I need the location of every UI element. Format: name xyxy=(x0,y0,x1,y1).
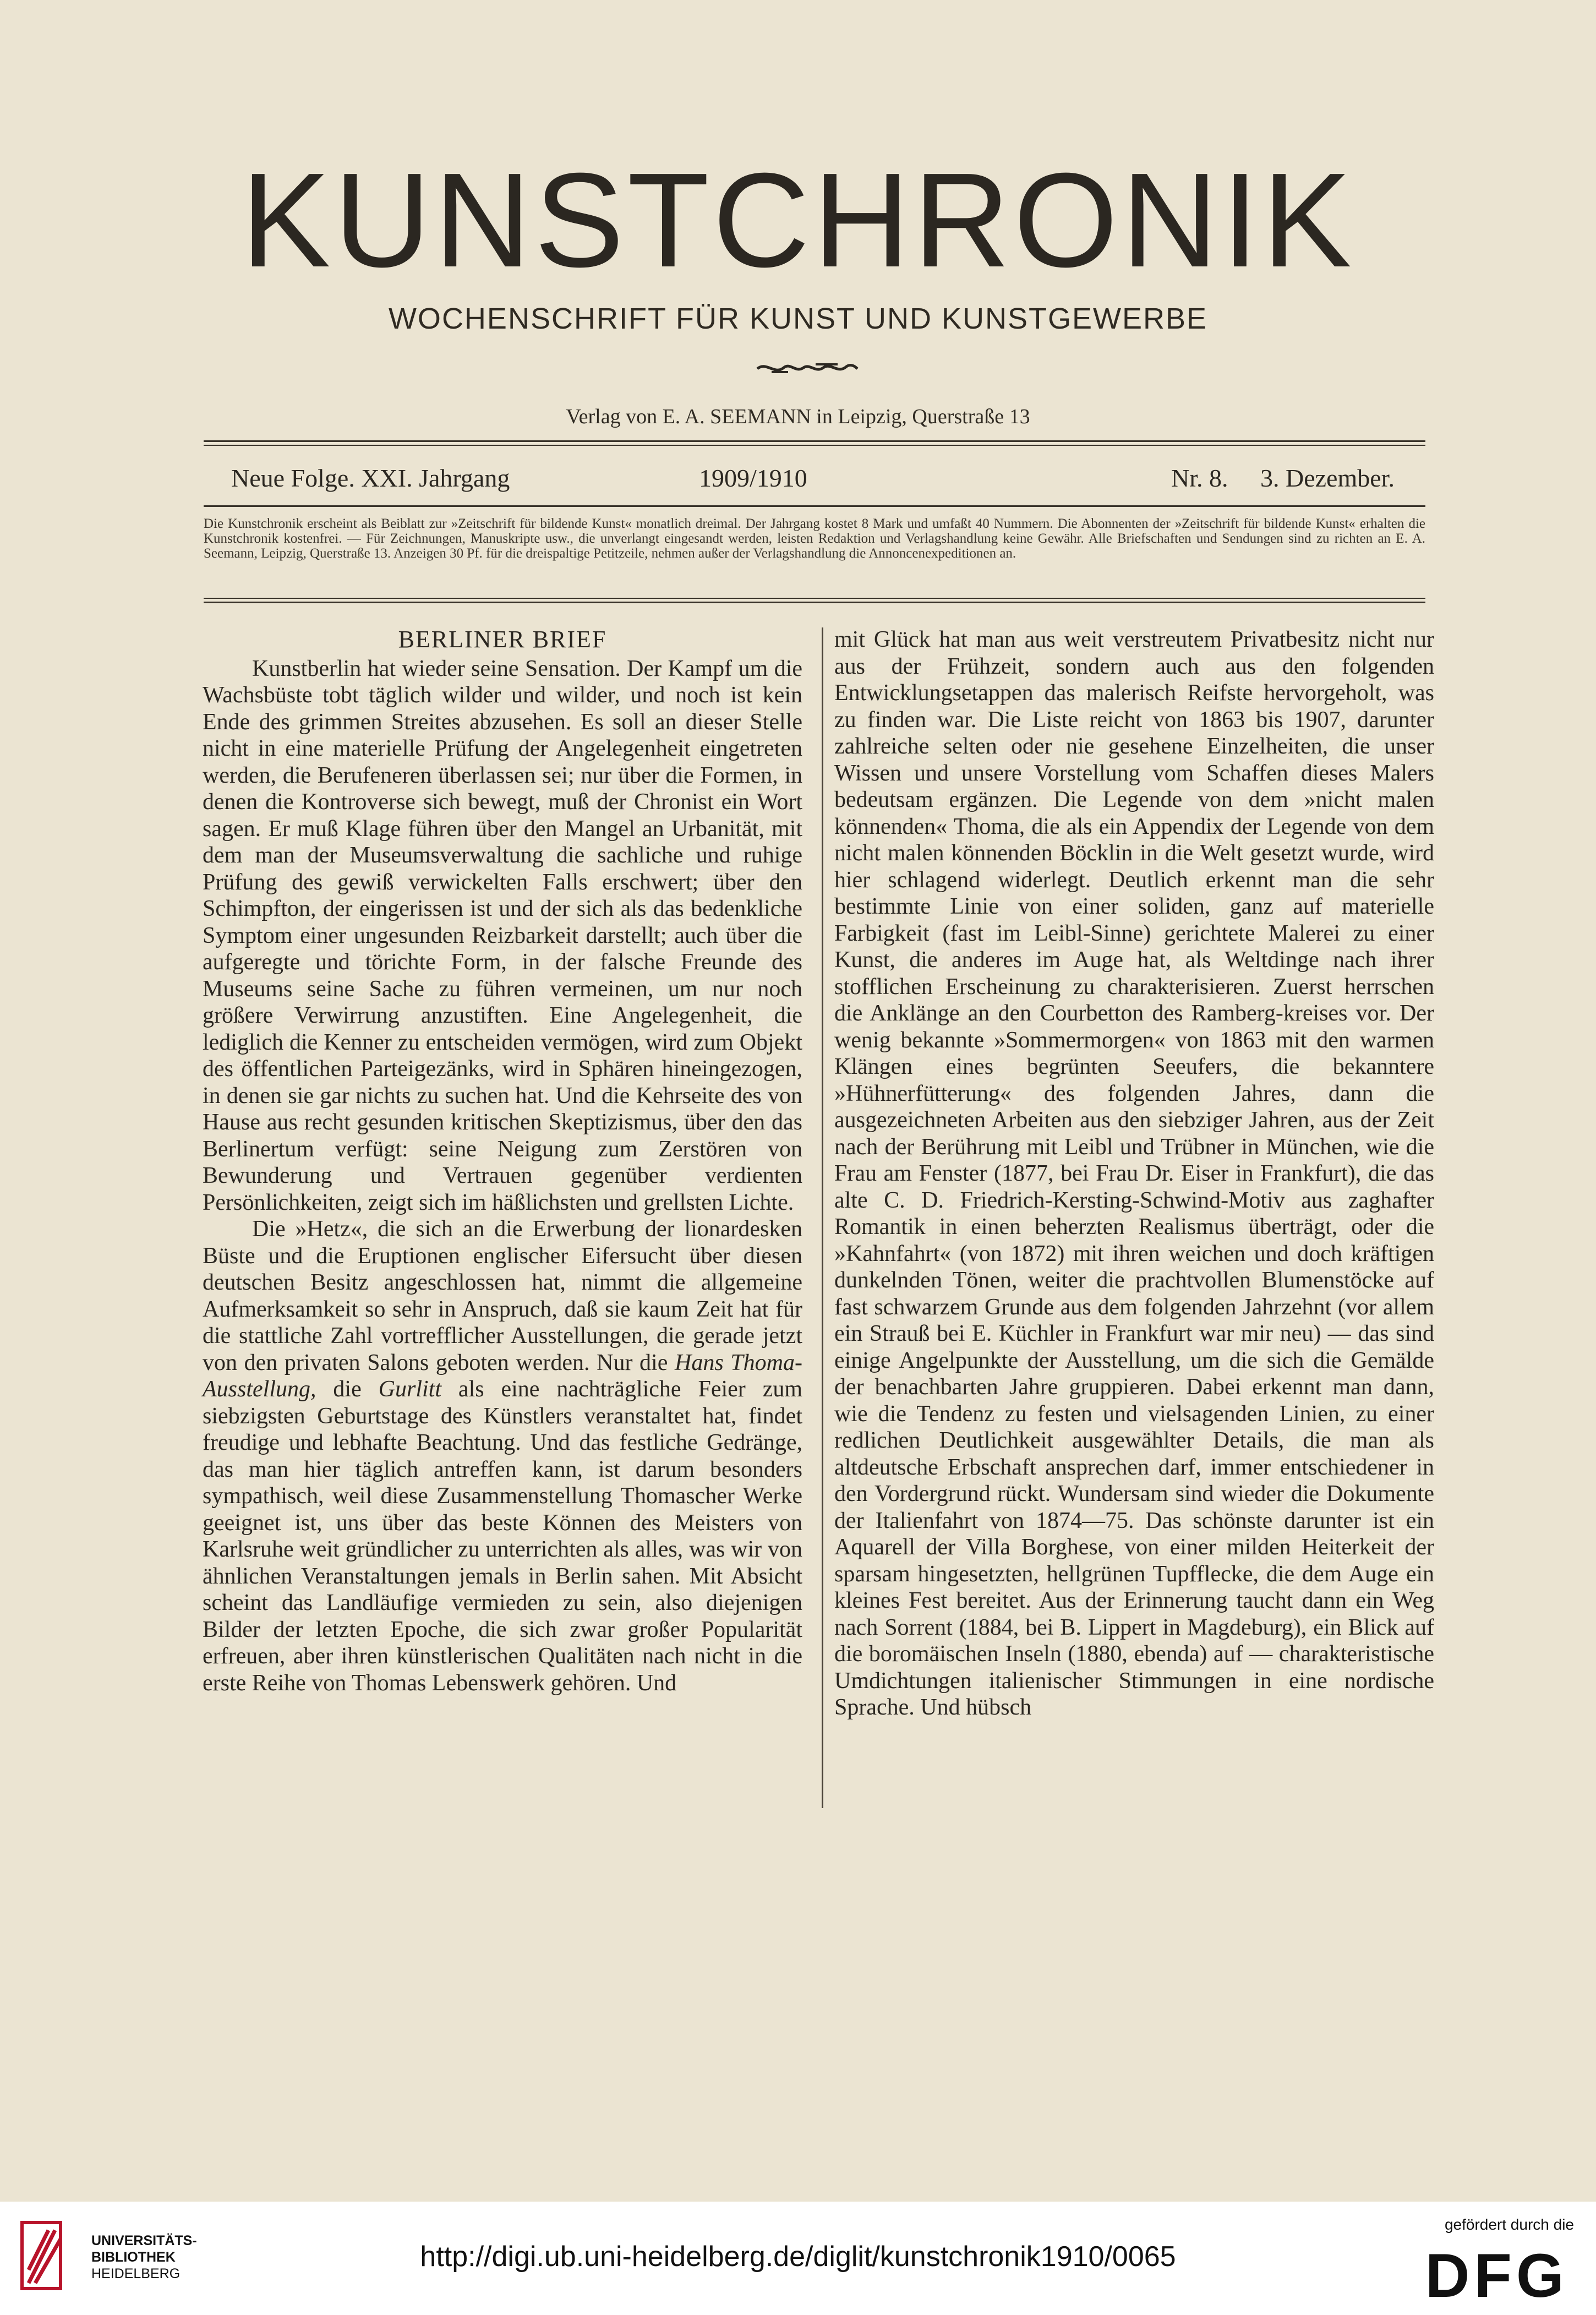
issue-date: 3. Dezember. xyxy=(1260,464,1395,492)
publisher-line: Verlag von E. A. SEEMANN in Leipzig, Querstraße 13 xyxy=(566,405,1030,428)
issue-number: Nr. 8. xyxy=(1171,464,1228,492)
article-title: BERLINER BRIEF xyxy=(398,626,607,653)
masthead-title: KUNSTCHRONIK xyxy=(241,145,1355,295)
italic-name: Hans Thoma-Ausstellung, xyxy=(203,1350,802,1402)
masthead-subtitle: WOCHENSCHRIFT FÜR KUNST UND KUNSTGEWERBE xyxy=(388,302,1208,335)
rule xyxy=(204,598,1425,599)
italic-name: Gurlitt xyxy=(378,1377,442,1402)
column-left xyxy=(203,626,802,1696)
footer-bar xyxy=(0,2202,1596,2315)
column-right xyxy=(834,626,1434,1721)
paragraph: Die »Hetz«, die sich an die Erwerbung der lionardesken Büste und die Eruptionen englischer Eifersucht über diesen deutschen Besitz angeschlossen hat, nimmt die allgemeine Aufmerksamkeit so sehr in Anspruch, daß sie kaum Zeit hat für die stattliche Zahl vortrefflicher Ausstellungen, die gerade jetzt von den privaten Salons geboten werden. Nur die Hans Thoma-Ausstellung, die Gurlitt als eine nachträgliche Feier zum siebzigsten Geburtstage des Künstlers veranstaltet hat, findet freudige und lebhafte Beachtung. Und das festliche Gedränge, das man hier täglich antreffen kann, ist darum besonders sympathisch, weil diese Zusammenstellung Thomascher Werke geeignet ist, uns über das beste Können des Meisters von Karlsruhe weit gründlicher zu unterrichten als alles, was wir von ähnlichen Veranstaltungen jemals in Berlin sahen. Mit Absicht scheint das Landläufige vermieden zu sein, also diejenigen Bilder der letzten Epoche, die sich zwar großer Popularität erfreuen, aber ihren künstlerischen Qualitäten nach nicht in die erste Reihe von Thomas Lebenswerk gehören. Und xyxy=(203,1216,803,1696)
funded-by-label: gefördert durch die xyxy=(1444,2216,1574,2233)
paragraph: mit Glück hat man aus weit verstreutem Privatbesitz nicht nur aus der Frühzeit, sondern auch aus den folgenden Entwicklungsetappen das malerisch Reifste hervorgeholt, was zu finden war. Die Liste reicht von 1863 bis 1907, darunter zahlreiche selten oder nie gesehene Einzelheiten, die unser Wissen und unsere Vorstellung vom Schaffen dieses Malers bedeutsam ergänzen. Die Legende von dem »nicht malen könnenden« Thoma, die als ein Appendix der Legende von dem nicht malen könnenden Böcklin in die Welt gesetzt wurde, wird hier schlagend widerlegt. Deutlich erkennt man die sehr bestimmte Linie von einer soliden, ganz auf materielle Farbigkeit (fast im Leibl-Sinne) gerichtete Malerei zu einer Kunst, die anderes im Auge hat, als Weltdinge nach ihrer stofflichen Erscheinung zu charakterisieren. Zuerst herrschen die Anklänge an den Courbetton des Ramberg-kreises vor. Der wenig bekannte »Sommermorgen« von 1863 mit den warmen Klängen eines begrünten Seeufers, die bekanntere »Hühnerfütterung« des folgenden Jahres, dann die ausgezeichneten Arbeiten aus den siebziger Jahren, aus der Zeit nach der Berührung mit Leibl und Trübner in München, wie die Frau am Fenster (1877, bei Frau Dr. Eiser in Frankfurt), die das alte C. D. Friedrich-Kersting-Schwind-Motiv aus zaghafter Romantik in einen beherzten Realismus überträgt, oder die »Kahnfahrt« (von 1872) mit ihren weichen und doch kräftigen dunkelnden Tönen, weiter die prachtvollen Blumenstöcke auf fast schwarzem Grunde aus dem folgenden Jahrzehnt (vor allem ein Strauß bei E. Küchler in Frankfurt war mir neu) — das sind einige Angelpunkte der Ausstellung, um die sich die Gemälde der benachbarten Jahre gruppieren. Dabei erkennt man dann, wie die Tendenz zu festen und vielsagenden Linien, zu einer redlichen Deutlichkeit ausgewählter Details, die man als altdeutsche Erbschaft ansprechen darf, immer entschiedener in den Vordergrund rückt. Wundersam sind wieder die Dokumente der Italienfahrt von 1874—75. Das schönste darunter ist ein Aquarell der Villa Borghese, von einer milden Heiterkeit der sparsam hingesetzten, hellgrünen Tupfflecke, die dem Auge ein kleines Fest bereitet. Aus der Erinnerung taucht dann ein Weg nach Sorrent (1884, bei B. Lippert in Magdeburg), ein Blick auf die boromäischen Inseln (1880, ebenda) auf — charakteristische Umdichtungen italienischer Stimmungen in eine nordische Sprache. Und hübsch xyxy=(834,627,1434,1720)
notice-text: Die Kunstchronik erscheint als Beiblatt zur »Zeitschrift für bildende Kunst« monatlich dreimal. Der Jahrgang kostet 8 Mark und umfaßt 40 Nummern. Die Abonnenten der »Zeitschrift für bildende Kunst« erhalten die Kunstchronik kostenfrei. — Für Zeichnungen, Manuskripte usw., die unverlangt eingesandt werden, leisten Redaktion und Verlagshandlung keine Gewähr. Alle Briefschaften und Sendungen sind zu richten an E. A. Seemann, Leipzig, Querstraße 13. Anzeigen 30 Pf. für die dreispaltige Petitzeile, nehmen außer der Verlagshandlung die Annoncenexpeditionen an. xyxy=(204,516,1425,561)
dfg-logo: DFG xyxy=(1425,2241,1568,2310)
issue-series: Neue Folge. XXI. Jahrgang xyxy=(231,464,510,492)
subscription-notice xyxy=(204,516,1425,561)
rule xyxy=(204,440,1425,442)
column-divider xyxy=(822,627,823,1808)
rule xyxy=(204,445,1425,446)
issue-row xyxy=(231,463,1398,496)
rule xyxy=(204,505,1425,507)
rule xyxy=(204,602,1425,603)
source-url-link[interactable]: http://digi.ub.uni-heidelberg.de/diglit/kunstchronik1910/0065 xyxy=(420,2241,1176,2273)
library-name: UNIVERSITÄTS- BIBLIOTHEK HEIDELBERG xyxy=(91,2233,197,2281)
ornament-icon xyxy=(755,357,860,379)
paragraph: Kunstberlin hat wieder seine Sensation. Der Kampf um die Wachsbüste tobt täglich wilder und wilder, und noch ist kein Ende des grimmen Streites abzusehen. Es soll an dieser Stelle nicht in eine materielle Prüfung der Angelegenheit eingetreten werden, die Berufeneren überlassen sei; nur über die Formen, in denen die Kontroverse sich bewegt, muß der Chronist ein Wort sagen. Er muß Klage führen über den Mangel an Urbanität, mit dem man der Museumsverwaltung die sachliche und ruhige Prüfung des gewiß verwickelten Falls erschwert; über den Schimpfton, der eingerissen ist und der sich als das bedenkliche Symptom einer ungesunden Reizbarkeit darstellt; auch über die aufgeregte und törichte Form, in der falsche Freunde des Museums seine Sache zu führen vermeinen, um nur noch größere Verwirrung anzustiften. Eine Angelegenheit, die lediglich die Kenner zu entscheiden vermögen, wird zum Objekt des öffentlichen Parteigezänks, wird in Sphären hineingezogen, in denen sie gar nichts zu suchen hat. Und die Kehrseite des von Hause aus recht gesunden kritischen Skeptizismus, über den das Berlinertum verfügt: seine Neigung zum Zerstören von Bewunderung und Vertrauen gegenüber verdienten Persönlichkeiten, zeigt sich im häßlichsten und grellsten Lichte. xyxy=(203,656,802,1215)
issue-years: 1909/1910 xyxy=(699,464,807,492)
